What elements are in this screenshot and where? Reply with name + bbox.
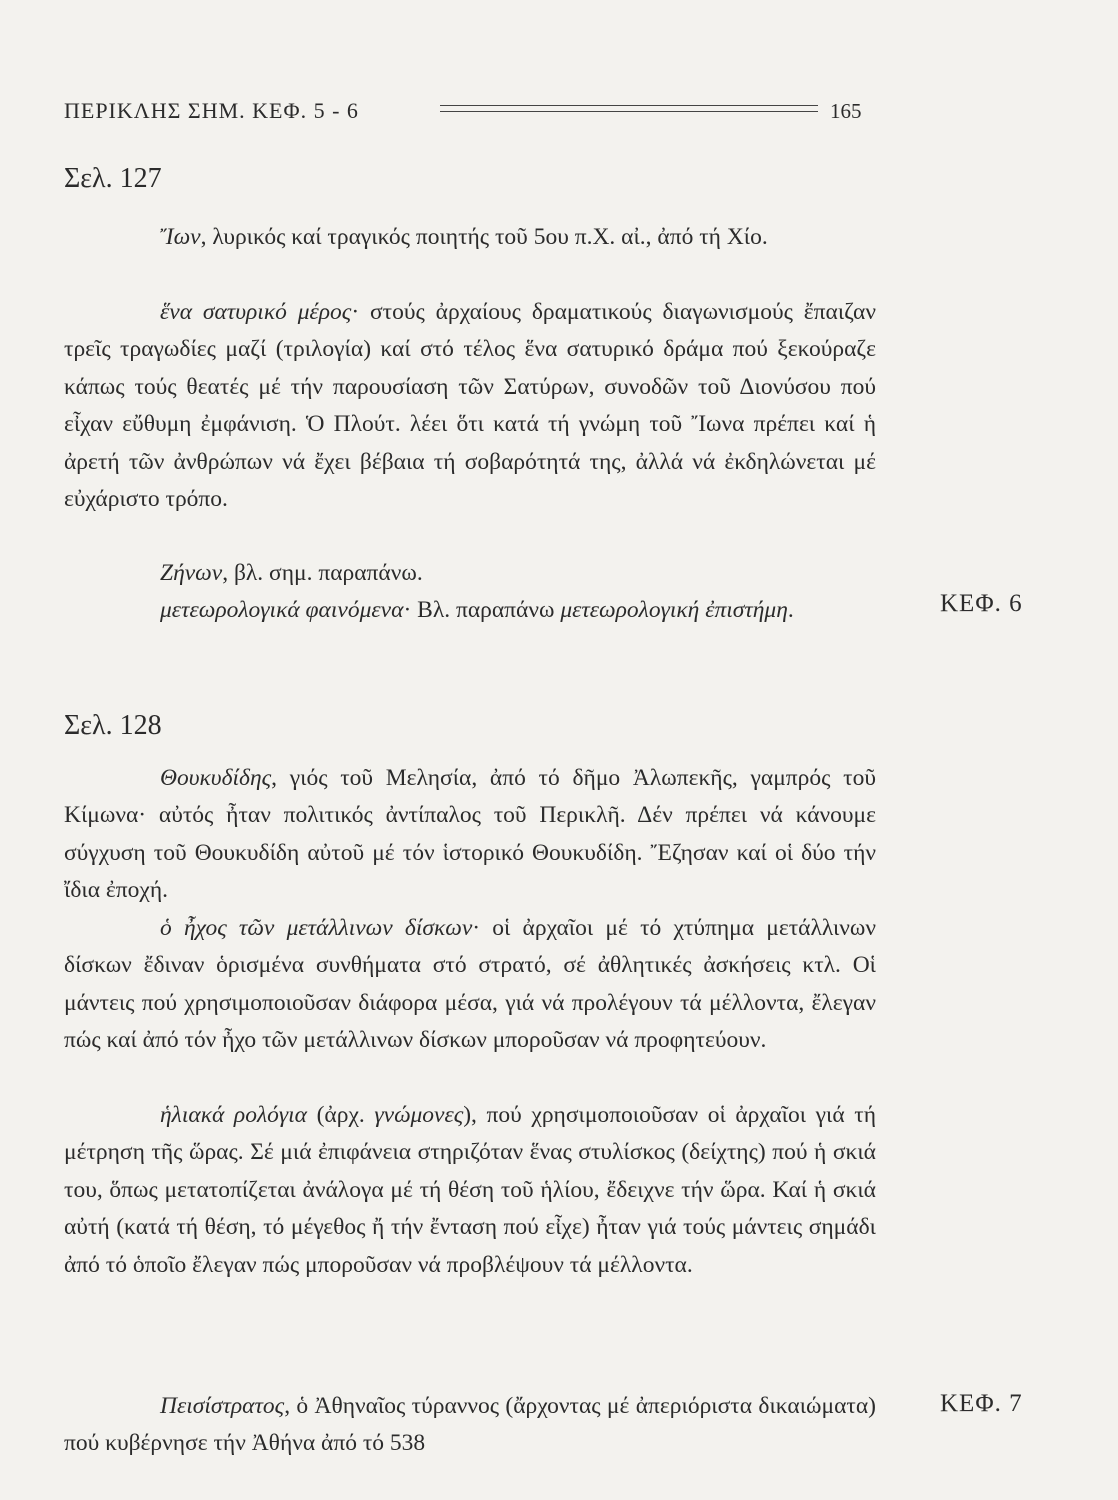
note-term: Πεισίστρατος <box>160 1393 285 1419</box>
note-text: · στούς ἀρχαίους δραματικούς διαγωνισμούς ἔπαιζαν τρεῖς τραγωδίες μαζί (τριλογία) καί στό τέλος ἕνα σατυρικό δράμα πού ξεκούραζε κάπως τούς θεατές μέ τήν παρουσίαση τῶν Σατύρων, συνοδῶν τοῦ Διονύσου πού εἶχαν εὔθυμη ἐμφάνιση. Ὁ Πλούτ. λέει ὅτι κατά τή γνώμη τοῦ Ἴωνα πρέπει καί ἡ ἀρετή τῶν ἀνθρώπων νά ἔχει βέβαια τή σοβαρότητά της, ἀλλά νά ἐκδηλώνεται μέ εὐχάριστο τρόπο. <box>64 299 876 513</box>
note-text: , λυρικός καί τραγικός ποιητής τοῦ 5ου π.Χ. αἰ., ἀπό τή Χίο. <box>200 224 768 250</box>
note-paragraph <box>64 219 876 256</box>
section-heading: Σελ. 128 <box>64 710 162 741</box>
section-heading: Σελ. 127 <box>64 163 162 194</box>
note-text: · οἱ ἀρχαῖοι μέ τό χτύπημα μετάλλινων δίσκων ἔδιναν ὁρισμένα συνθήματα στό στρατό, σέ ἀθλητικές ἀσκήσεις κτλ. Οἱ μάντεις πού χρησιμοποιοῦσαν διάφορα μέσα, γιά νά προλέγουν τά μέλλοντα, ἔλεγαν πώς καί ἀπό τόν ἦχο τῶν μετάλλινων δίσκων μποροῦσαν νά προφητεύουν. <box>64 915 876 1054</box>
running-title: ΠΕΡΙΚΛΗΣ ΣΗΜ. ΚΕΦ. 5 - 6 <box>64 98 359 123</box>
note-paragraph <box>64 555 876 592</box>
note-term-secondary: μετεωρολογική ἐπιστήμη <box>560 597 788 623</box>
header-double-rule <box>440 105 818 112</box>
note-text: , ὁ Ἀθηναῖος τύραννος (ἄρχοντας μέ ἀπεριόριστα δικαιώματα) πού κυβέρνησε τήν Ἀθήνα ἀπό τό 538 <box>64 1393 876 1457</box>
note-text: , βλ. σημ. παραπάνω. <box>222 560 423 586</box>
note-term: ἡλιακά ρολόγια <box>160 1102 307 1128</box>
note-term: Ζήνων <box>160 560 223 586</box>
note-paragraph <box>64 294 876 518</box>
note-text-tail: . <box>787 597 794 623</box>
note-term: Ἴων <box>160 224 201 250</box>
note-term: μετεωρολογικά φαινόμενα <box>160 597 404 623</box>
margin-chapter-note: ΚΕΦ. 7 <box>940 1390 1023 1417</box>
note-term: ἕνα σατυρικό μέρος <box>160 299 352 325</box>
note-paragraph <box>64 592 876 629</box>
note-term: ὁ ἦχος τῶν μετάλλινων δίσκων <box>160 915 473 941</box>
note-text-tail: ), πού χρησιμοποιοῦσαν οἱ ἀρχαῖοι γιά τή μέτρηση τῆς ὥρας. Σέ μιά ἐπιφάνεια στηριζόταν ἕνας στυλίσκος (δείχτης) πού ἡ σκιά του, ὅπως μετατοπίζεται ἀνάλογα μέ τή θέση τοῦ ἡλίου, ἔδειχνε τήν ὥρα. Καί ἡ σκιά αὐτή (κατά τή θέση, τό μέγεθος ἤ τήν ἔνταση πού εἶχε) ἦταν γιά τούς μάντεις σημάδι ἀπό τό ὁποῖο ἔλεγαν πώς μποροῦσαν νά προβλέψουν τά μέλλοντα. <box>64 1102 876 1278</box>
note-term: Θουκυδίδης <box>160 765 272 791</box>
page-number: 165 <box>830 99 862 123</box>
note-paragraph <box>64 760 876 910</box>
margin-chapter-note: ΚΕΦ. 6 <box>940 590 1023 617</box>
note-text: , γιός τοῦ Μελησία, ἀπό τό δῆμο Ἀλωπεκῆς, γαμπρός τοῦ Κίμωνα· αὐτός ἦταν πολιτικός ἀντίπαλος τοῦ Περικλῆ. Δέν πρέπει νά κάνουμε σύγχυση τοῦ Θουκυδίδη αὐτοῦ μέ τόν ἱστορικό Θουκυδίδη. Ἔζησαν καί οἱ δύο τήν ἴδια ἐποχή. <box>64 765 876 904</box>
note-paragraph <box>64 910 876 1060</box>
note-paragraph <box>64 1388 876 1463</box>
note-term-secondary: γνώμονες <box>374 1102 464 1128</box>
note-text: (ἀρχ. <box>307 1102 375 1128</box>
note-paragraph <box>64 1097 876 1284</box>
note-text: · Βλ. παραπάνω <box>403 597 561 623</box>
